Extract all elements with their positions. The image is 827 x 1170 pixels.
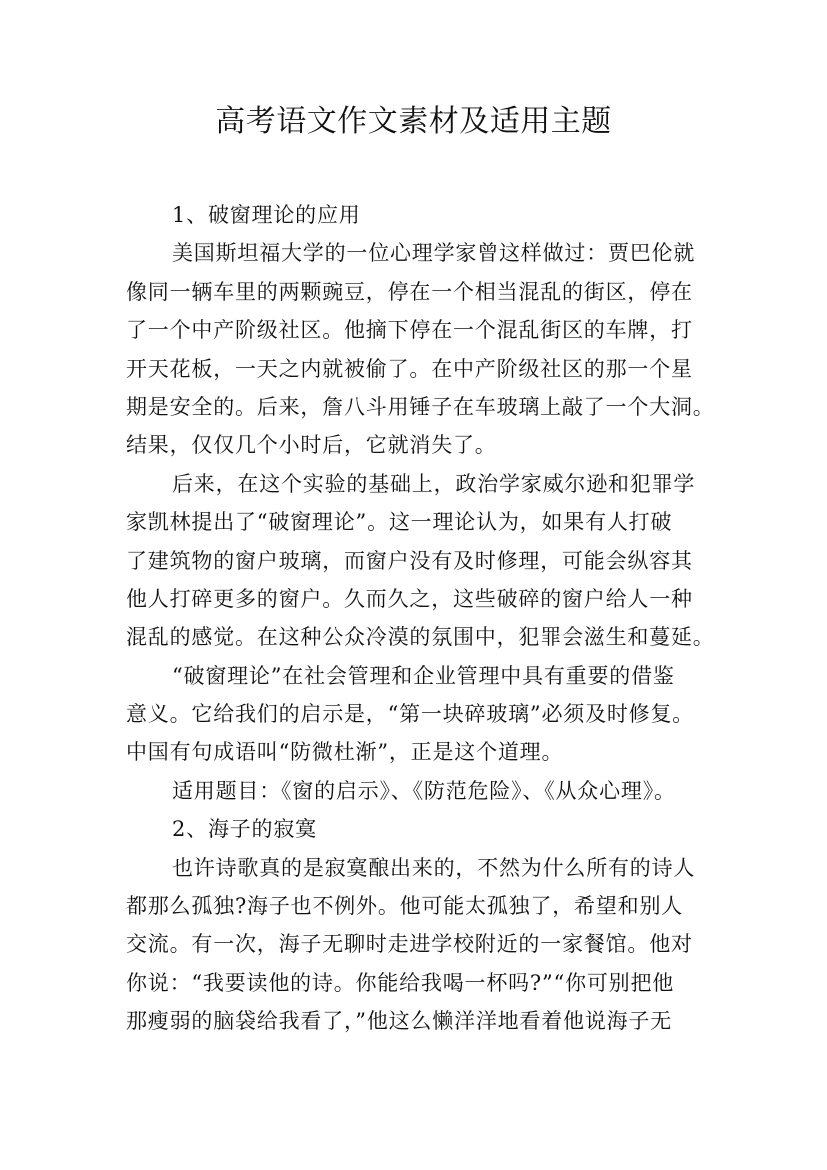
text-line: 意义。它给我们的启示是，“第一块碎玻璃”必须及时修复。 [126,702,695,727]
text-line: 开天花板，一天之内就被偷了。在中产阶级社区的那一个星 [126,356,693,381]
text-line: 结果，仅仅几个小时后，它就消失了。 [126,433,497,458]
text-line: 1、破窗理论的应用 [172,203,361,227]
text-line: 像同一辆车里的两颗豌豆，停在一个相当混乱的街区，停在 [126,279,693,304]
text-line: 了一个中产阶级社区。他摘下停在一个混乱街区的车牌，打 [126,318,693,343]
text-line: 后来，在这个实验的基础上，政治学家威尔逊和犯罪学 [172,471,696,496]
text-line: 美国斯坦福大学的一位心理学家曾这样做过：贾巴伦就 [172,241,696,266]
text-line: 混乱的感觉。在这种公众冷漠的氛围中，犯罪会滋生和蔓延。 [126,625,715,650]
text-line: 他人打碎更多的窗户。久而久之，这些破碎的窗户给人一种 [126,586,693,611]
text-line: 了建筑物的窗户玻璃，而窗户没有及时修理，可能会纵容其 [126,548,693,573]
document-title: 高考语文作文素材及适用主题 [215,104,612,139]
text-line: 中国有句成语叫“防微杜渐”，正是这个道理。 [126,740,564,765]
text-line: 交流。有一次，海子无聊时走进学校附近的一家餐馆。他对 [126,932,693,957]
text-line: “破窗理论”在社会管理和企业管理中具有重要的借鉴 [172,663,675,688]
text-line: 适用题目：《窗的启示》、《防范危险》、《从众心理》。 [172,778,676,803]
text-line: 家凯林提出了“破窗理论”。这一理论认为，如果有人打破 [126,510,673,535]
text-line: 也许诗歌真的是寂寞酿出来的，不然为什么所有的诗人 [172,855,696,880]
text-line: 那瘦弱的脑袋给我看了，”他这么懒洋洋地看着他说海子无 [126,1009,673,1034]
text-line: 你说：“我要读他的诗。你能给我喝一杯吗?”“你可别把他 [126,970,675,995]
document-body [126,196,716,1041]
text-line: 都那么孤独?海子也不例外。他可能太孤独了，希望和别人 [126,894,684,919]
text-line: 期是安全的。后来，詹八斗用锤子在车玻璃上敲了一个大洞。 [126,394,715,419]
text-line: 2、海子的寂寞 [172,817,317,842]
